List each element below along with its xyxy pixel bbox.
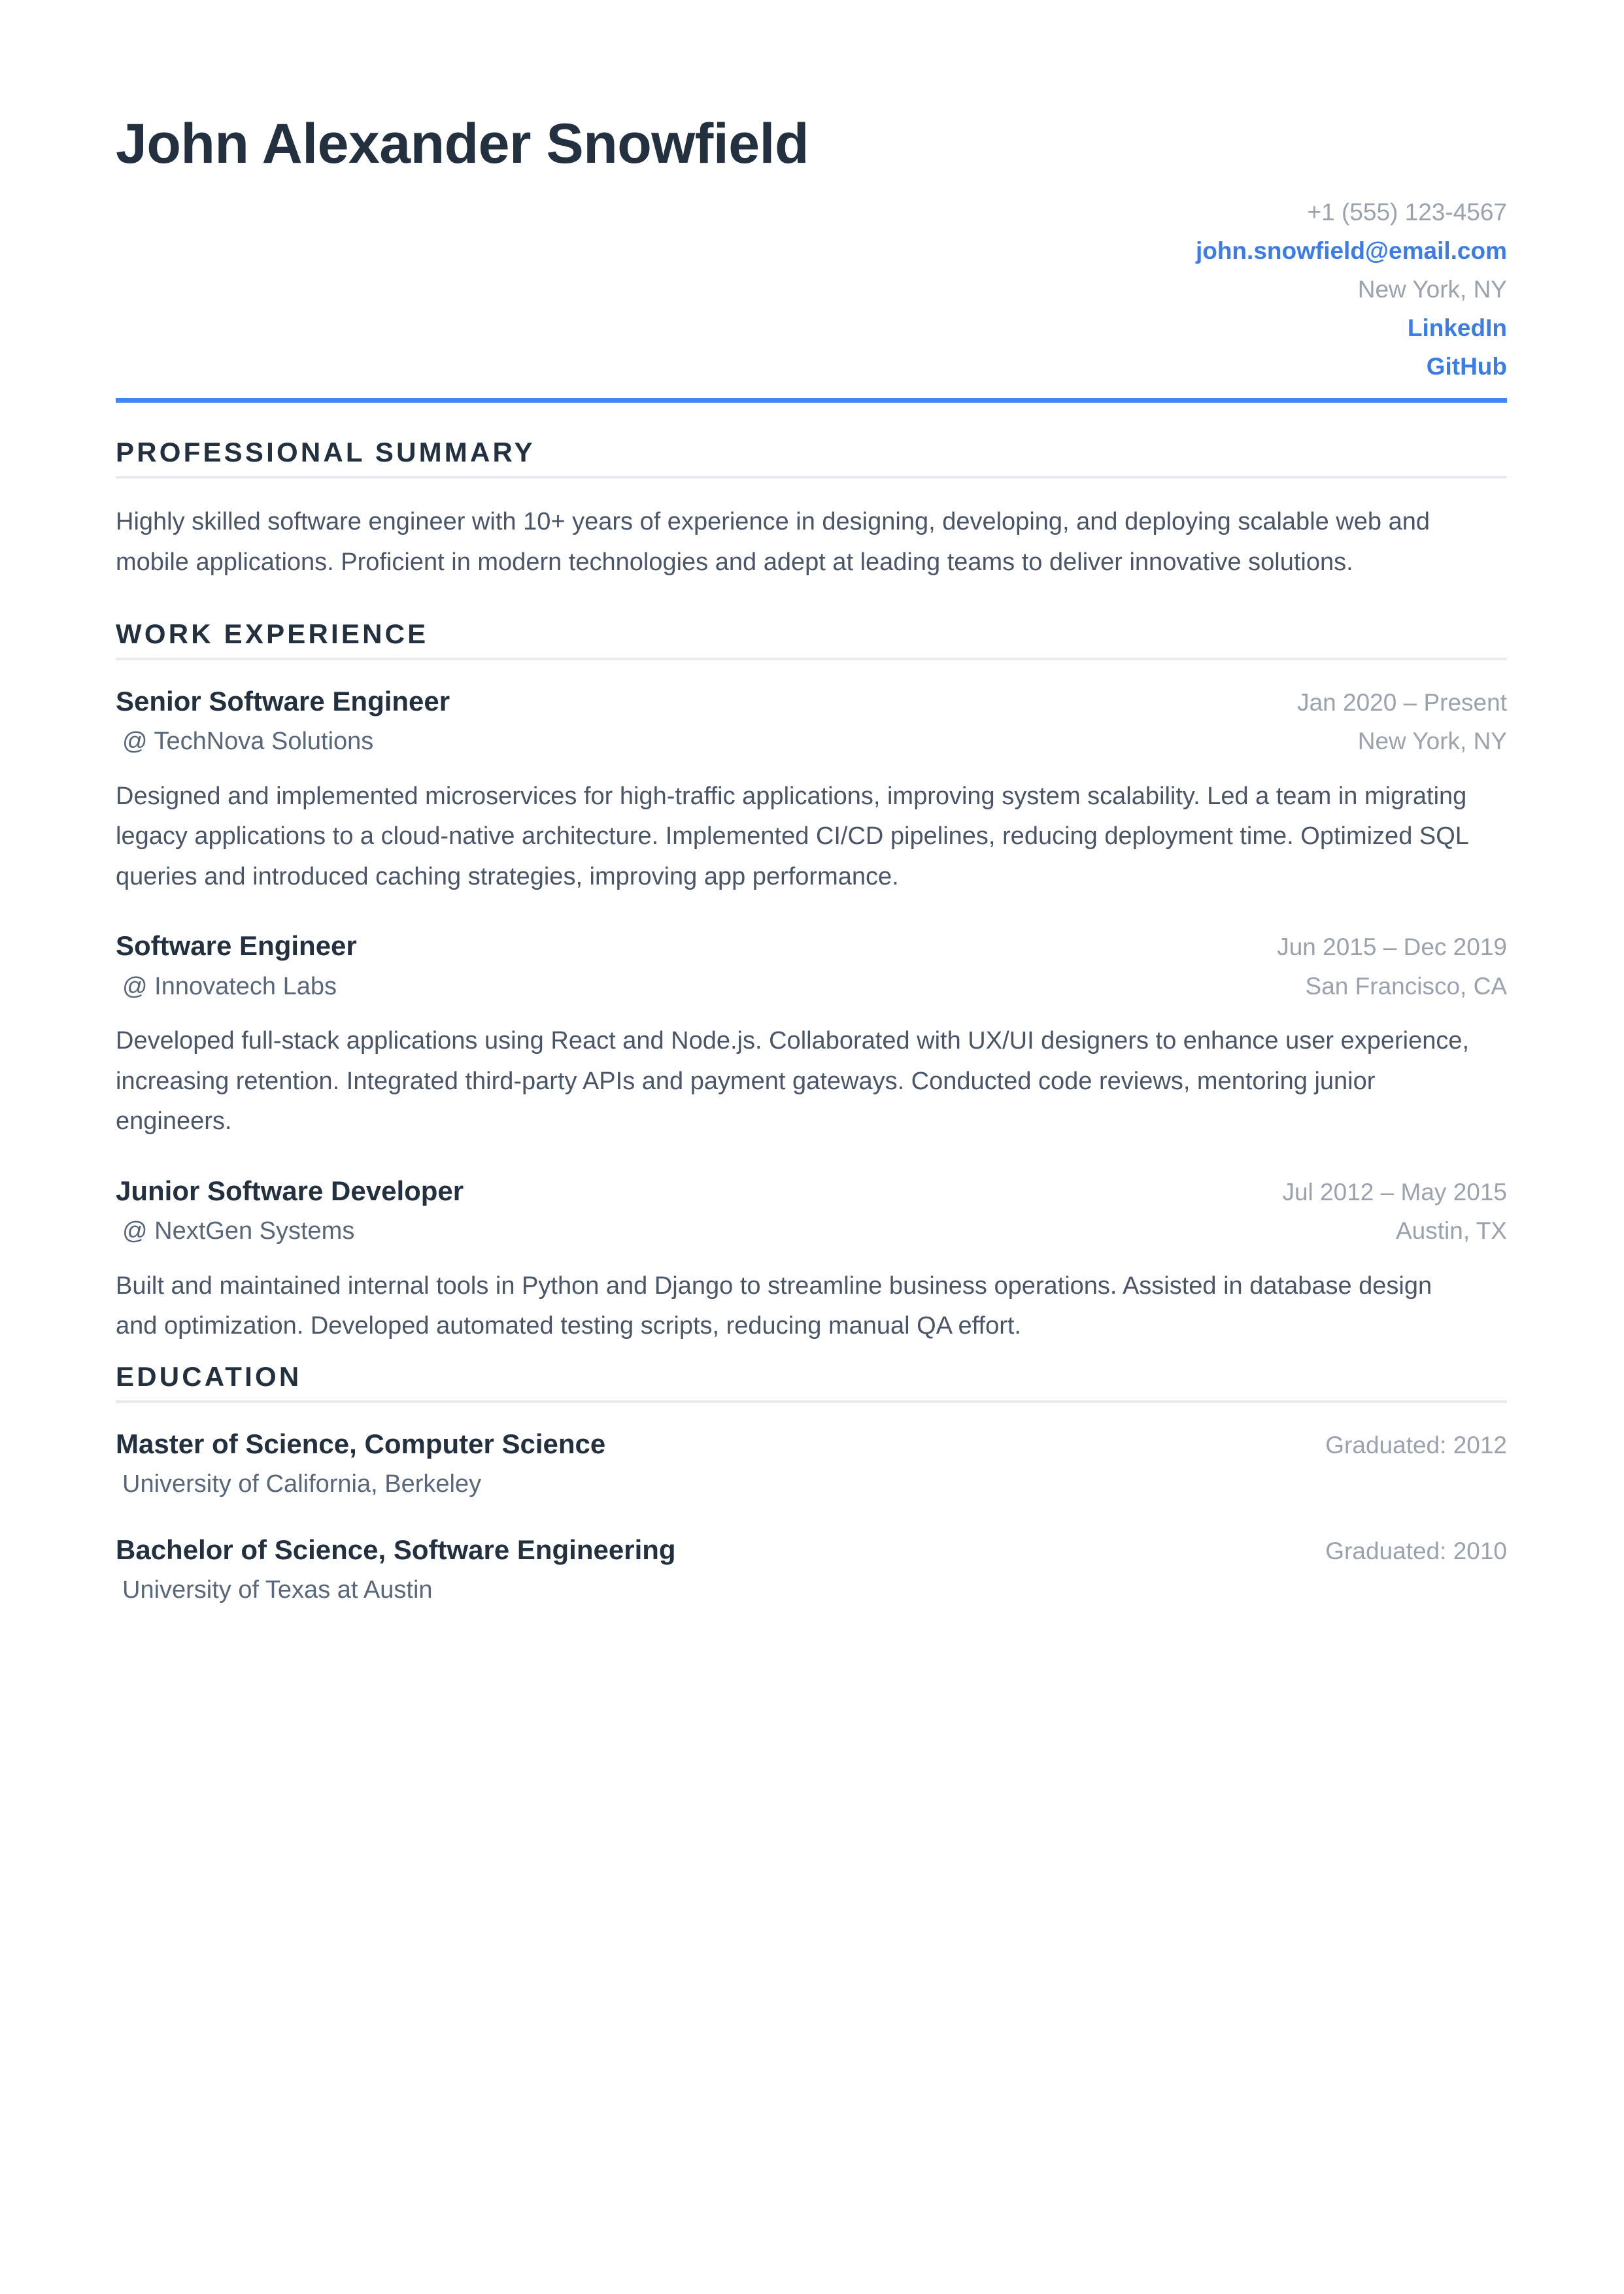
entry-header-row: [116, 928, 1507, 964]
job-title: Junior Software Developer: [116, 1175, 464, 1206]
education-entry: [116, 1426, 1507, 1501]
github-link[interactable]: GitHub: [1426, 352, 1507, 380]
degree-title: Bachelor of Science, Software Engineering: [116, 1534, 676, 1565]
entry-header-row: [116, 1426, 1507, 1462]
section-divider: [116, 476, 1507, 479]
job-title: Software Engineer: [116, 930, 357, 962]
job-date-range: Jan 2020 – Present: [1297, 688, 1507, 716]
experience-entry: [116, 684, 1507, 898]
phone-number: +1 (555) 123-4567: [1307, 199, 1507, 226]
contact-block: [116, 197, 1507, 398]
company-name: @ TechNova Solutions: [122, 728, 374, 756]
location-text: New York, NY: [1357, 275, 1507, 303]
linkedin-link[interactable]: LinkedIn: [1407, 314, 1507, 341]
section-professional-summary: [116, 437, 1507, 582]
section-education: [116, 1361, 1507, 1607]
job-description: Developed full-stack applications using React and Node.js. Collaborated with UX/UI designers to enhance user experience, increasing retention. Integrated third-party APIs and payment gateways. Conducted code reviews, mentoring junior engineers.: [116, 1027, 1470, 1136]
job-location: Austin, TX: [1395, 1217, 1507, 1245]
graduation-date: Graduated: 2012: [1325, 1431, 1507, 1459]
resume-header: [116, 114, 1507, 403]
section-divider: [116, 1400, 1507, 1403]
graduation-date: Graduated: 2010: [1325, 1537, 1507, 1564]
section-spacer: [116, 1347, 1507, 1361]
company-name: @ Innovatech Labs: [122, 972, 337, 1000]
section-work-experience: [116, 618, 1507, 1347]
entry-header-row: [116, 1532, 1507, 1568]
section-title-education: EDUCATION: [116, 1360, 302, 1392]
job-location: San Francisco, CA: [1305, 972, 1507, 1000]
summary-paragraph: Highly skilled software engineer with 10+ years of experience in designing, developing, and deploying scalable web and mobile applications. Proficient in modern technologies and adept at leading teams to deliver innovative solutions.: [116, 508, 1430, 576]
job-date-range: Jun 2015 – Dec 2019: [1277, 934, 1507, 961]
job-description: Built and maintained internal tools in Python and Django to streamline business operations. Assisted in database design and optimization. Developed automated testing scripts, reducing manual QA effort.: [116, 1272, 1432, 1340]
experience-entry: [116, 928, 1507, 1142]
entry-subheader-row: [116, 971, 1507, 1003]
section-title-experience: WORK EXPERIENCE: [116, 618, 429, 649]
email-link[interactable]: john.snowfield@email.com: [1195, 237, 1507, 265]
entry-subheader-row: [116, 1468, 1507, 1500]
candidate-name: John Alexander Snowfield: [116, 112, 809, 175]
job-location: New York, NY: [1357, 728, 1507, 755]
education-entry: [116, 1532, 1507, 1607]
entry-header-row: [116, 684, 1507, 720]
job-date-range: Jul 2012 – May 2015: [1282, 1178, 1507, 1206]
degree-title: Master of Science, Computer Science: [116, 1428, 606, 1459]
school-name: University of California, Berkeley: [122, 1470, 482, 1498]
experience-entry: [116, 1173, 1507, 1347]
job-title: Senior Software Engineer: [116, 685, 450, 717]
company-name: @ NextGen Systems: [122, 1217, 355, 1245]
entry-subheader-row: [116, 1574, 1507, 1606]
job-description: Designed and implemented microservices for high-traffic applications, improving system scalability. Led a team in migrating legacy applications to a cloud-native architecture. Implemented CI/CD pipelines, reducing deployment time. Optimized SQL queries and introduced caching strategies, improving app performance.: [116, 782, 1468, 890]
section-title-summary: PROFESSIONAL SUMMARY: [116, 437, 535, 468]
header-accent-rule: [116, 398, 1507, 403]
entry-subheader-row: [116, 1215, 1507, 1247]
school-name: University of Texas at Austin: [122, 1576, 433, 1604]
section-divider: [116, 658, 1507, 660]
entry-subheader-row: [116, 726, 1507, 758]
entry-header-row: [116, 1173, 1507, 1209]
